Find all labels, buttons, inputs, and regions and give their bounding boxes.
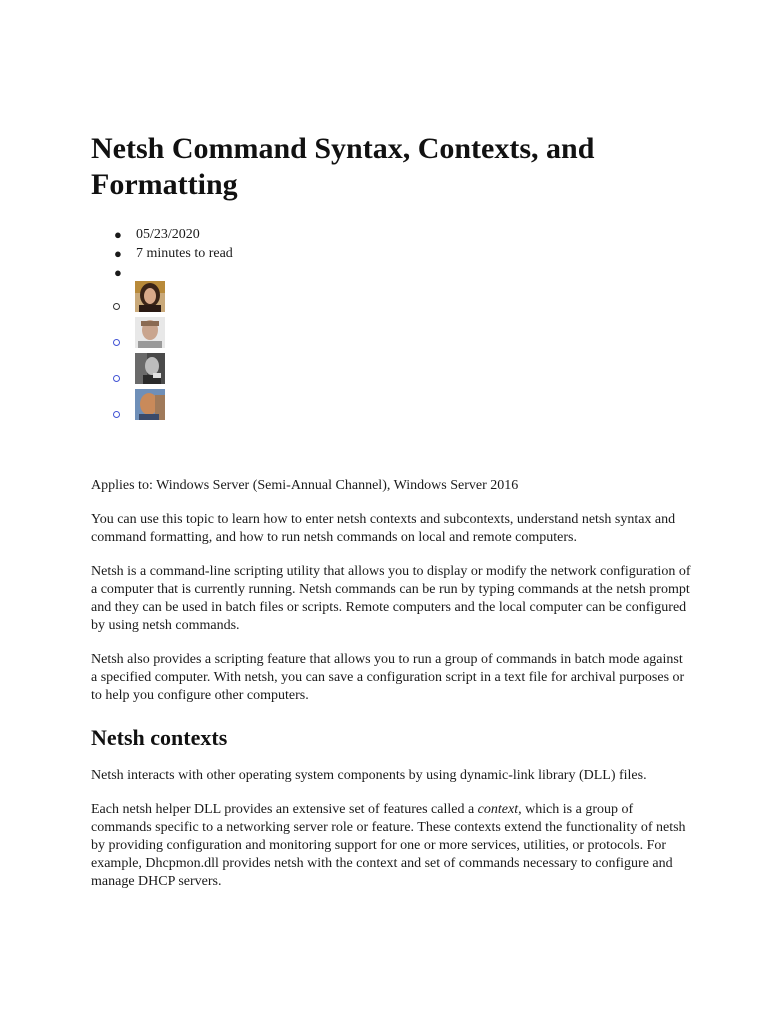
circle-bullet-icon — [113, 339, 120, 346]
contributor-avatar[interactable] — [135, 389, 165, 420]
contributor-item[interactable] — [91, 317, 691, 353]
meta-contributors — [91, 263, 691, 282]
contributor-list — [91, 281, 691, 425]
article-metadata — [91, 225, 691, 282]
paragraph: You can use this topic to learn how to enter netsh contexts and subcontexts, understand netsh syntax and command formatting, and how to run netsh commands on local and remote computers. — [91, 512, 676, 545]
meta-date — [91, 225, 691, 244]
meta-read-time — [91, 244, 691, 263]
paragraph-text: Each netsh helper DLL provides an extensive set of features called a — [91, 802, 478, 817]
bullet-icon: ● — [114, 227, 122, 242]
emphasis-term: context — [477, 802, 519, 817]
circle-bullet-icon — [113, 411, 120, 418]
bullet-icon: ● — [114, 265, 122, 280]
contributor-avatar[interactable] — [135, 317, 165, 348]
bullet-icon: ● — [114, 246, 122, 261]
date-text: 05/23/2020 — [136, 227, 200, 242]
read-time-text: 7 minutes to read — [136, 246, 233, 261]
section-heading: Netsh contexts — [91, 725, 228, 750]
paragraph: Netsh is a command-line scripting utility that allows you to display or modify the network configuration of a computer that is currently running. Netsh commands can be run by typing commands at the netsh prompt and they can be used in batch files or scripts. Remote computers and the local computer can be configured by using netsh commands. — [91, 564, 691, 633]
contributor-avatar[interactable] — [135, 353, 165, 384]
circle-bullet-icon — [113, 375, 120, 382]
contributor-item[interactable] — [91, 281, 691, 317]
paragraph-text: , which is a group of commands specific to a networking server role or feature. These contexts extend the functionality of netsh by providing configuration and monitoring support for one or more services, utilities, or protocols. For example, Dhcpmon.dll provides netsh with the context and set of commands necessary to configure and manage DHCP servers. — [91, 802, 686, 889]
contributor-avatar[interactable] — [135, 281, 165, 312]
applies-to: Applies to: Windows Server (Semi-Annual Channel), Windows Server 2016 — [91, 478, 519, 493]
circle-bullet-icon — [113, 303, 120, 310]
contributor-item[interactable] — [91, 389, 691, 425]
paragraph: Netsh also provides a scripting feature that allows you to run a group of commands in batch mode against a specified computer. With netsh, you can save a configuration script in a text file for archival purposes or to help you configure other computers. — [91, 652, 685, 703]
paragraph — [91, 801, 691, 891]
contributor-item[interactable] — [91, 353, 691, 389]
paragraph: Netsh interacts with other operating system components by using dynamic-link library (DLL) files. — [91, 768, 647, 783]
article — [91, 131, 691, 907]
page-title: Netsh Command Syntax, Contexts, and Formatting — [91, 132, 595, 201]
